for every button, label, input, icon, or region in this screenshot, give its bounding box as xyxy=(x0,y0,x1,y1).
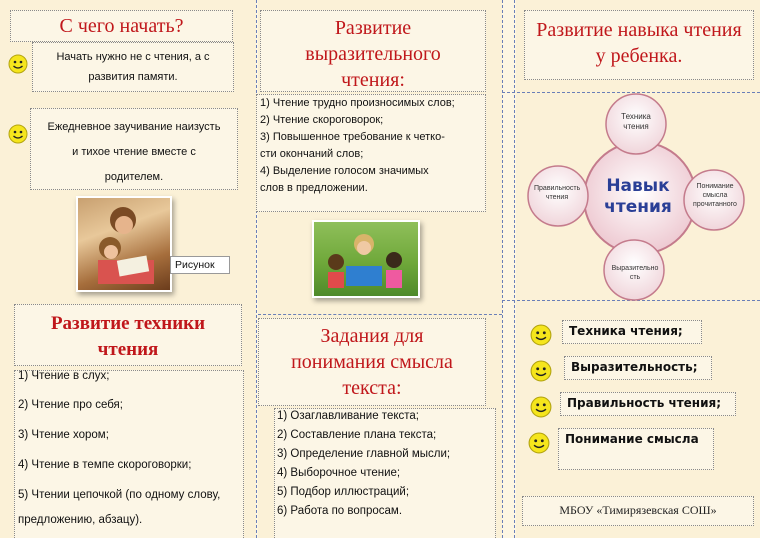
skill-label-technique: Техника чтения; xyxy=(562,320,702,344)
tasks-title: Задания для понимания смысла текста: xyxy=(291,325,453,399)
fold-line-1 xyxy=(256,0,257,538)
technique-item: 4) Чтение в темпе скороговорки; xyxy=(18,459,192,471)
fold-line-2 xyxy=(514,0,515,538)
start-title-box xyxy=(10,10,233,42)
smiley-icon xyxy=(530,396,552,418)
expressive-item: 3) Повышенное требование к четко- xyxy=(260,131,445,143)
fold-line-3 xyxy=(502,0,503,538)
technique-item: 5) Чтении цепочкой (по одному слову, xyxy=(18,489,221,501)
diagram-left-label: Правильность чтения xyxy=(534,185,581,201)
start-title: С чего начать? xyxy=(59,15,184,37)
diagram-right-label: Понимание смысла прочитанного xyxy=(693,183,737,208)
task-item: 5) Подбор иллюстраций; xyxy=(277,486,410,498)
skill-title: Развитие навыка чтения у ребенка. xyxy=(536,19,742,67)
hline-mid xyxy=(258,314,502,315)
skill-label-correctness: Правильность чтения; xyxy=(560,392,736,416)
technique-item: 3) Чтение хором; xyxy=(18,429,109,441)
expressive-item: 1) Чтение трудно произносимых слов; xyxy=(260,97,455,109)
tasks-title-box xyxy=(258,318,486,406)
task-item: 6) Работа по вопросам. xyxy=(277,505,403,517)
task-item: 2) Составление плана текста; xyxy=(277,429,437,441)
technique-item: предложению, абзацу). xyxy=(18,514,143,526)
smiley-icon xyxy=(8,54,28,74)
technique-item: 1) Чтение в слух; xyxy=(18,370,110,382)
diagram-bottom-label: Выразительность xyxy=(611,265,659,281)
expressive-item: 2) Чтение скороговорок; xyxy=(260,114,384,126)
tip-memorize-box xyxy=(30,108,238,190)
expressive-item: 4) Выделение голосом значимых xyxy=(260,165,429,177)
smiley-icon xyxy=(530,360,552,382)
photo-children-figures xyxy=(314,222,418,296)
technique-title-box xyxy=(14,304,242,366)
skill-label-comprehension: Понимание смысла xyxy=(558,428,714,470)
technique-item: 2) Чтение про себя; xyxy=(18,399,123,411)
school-footer-box xyxy=(522,496,754,526)
diagram-top-label: Техника чтения xyxy=(621,112,651,131)
skill-label-expressiveness: Выразительность; xyxy=(564,356,712,380)
task-item: 4) Выборочное чтение; xyxy=(277,467,401,479)
mother-daughter-photo xyxy=(76,196,172,292)
skill-title-box xyxy=(524,10,754,80)
expressive-title: Развитие выразительного чтения: xyxy=(305,17,441,91)
children-reading-photo xyxy=(312,220,420,298)
task-item: 3) Определение главной мысли; xyxy=(277,448,451,460)
diagram-center-label: Навык чтения xyxy=(604,176,672,217)
smiley-icon xyxy=(8,124,28,144)
tip-memory-box xyxy=(32,42,234,92)
tip-memorize-text: Ежедневное заучивание наизусть и тихое чтение вместе с родителем. xyxy=(47,121,221,183)
school-footer: МБОУ «Тимирязевская СОШ» xyxy=(559,503,717,517)
expressive-item: сти окончаний слов; xyxy=(260,148,364,160)
technique-title: Развитие техники чтения xyxy=(50,313,206,360)
smiley-icon xyxy=(530,324,552,346)
task-item: 1) Озаглавливание текста; xyxy=(277,410,419,422)
smiley-icon xyxy=(528,432,550,454)
technique-list-box xyxy=(14,370,244,538)
expressive-item: слов в предложении. xyxy=(260,182,368,194)
tip-memory-text: Начать нужно не с чтения, а с развития памяти. xyxy=(56,51,210,83)
photo-caption: Рисунок xyxy=(170,256,230,274)
photo-figures xyxy=(78,198,170,290)
expressive-title-box xyxy=(260,10,486,92)
